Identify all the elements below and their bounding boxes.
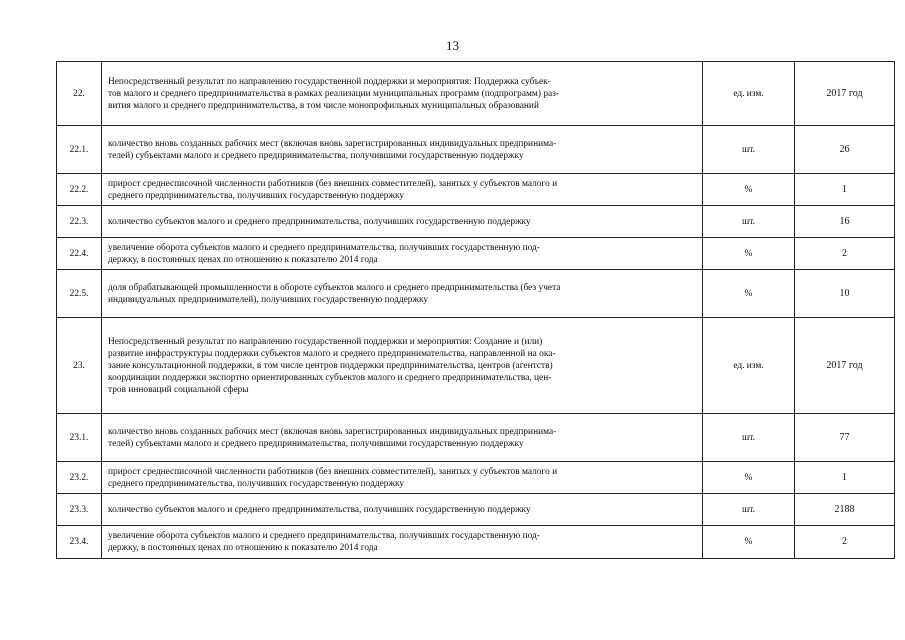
description-line: количество субъектов малого и среднего предпринимательства, получивших государственную поддержку (108, 504, 531, 515)
row-description (102, 126, 703, 174)
page-number: 13 (446, 38, 459, 53)
row-value: 2017 год (795, 62, 895, 126)
description-line: индивидуальных предпринимателей), получивших государственную поддержку (108, 294, 429, 305)
row-value: 1 (795, 174, 895, 206)
row-value: 1 (795, 462, 895, 494)
description-line: увеличение оборота субъектов малого и среднего предпринимательства, получивших государственную под- (108, 242, 540, 253)
description-line: держку, в постоянных ценах по отношению к показателю 2014 года (108, 543, 378, 553)
table-row (57, 238, 895, 270)
row-unit: шт. (703, 494, 795, 526)
description-line: среднего предпринимательства, получивших государственную поддержку (108, 478, 405, 489)
description-line: координации поддержки экспортно ориентированных субъектов малого и среднего предпринимательства, цен- (108, 372, 552, 383)
table-row (57, 270, 895, 318)
table-row (57, 62, 895, 126)
row-description (102, 414, 703, 462)
row-value: 10 (795, 270, 895, 318)
row-value: 2188 (795, 494, 895, 526)
table-row (57, 174, 895, 206)
description-line: телей) субъектами малого и среднего предпринимательства, получившими государственную поддержку (108, 438, 524, 449)
row-unit: шт. (703, 414, 795, 462)
description-line: прирост среднесписочной численности работников (без внешних совместителей), занятых у субъектов малого и (108, 178, 558, 189)
description-line: зание консультационной поддержки, в том числе центров поддержки предпринимательства, центров (агентств) (108, 360, 553, 371)
description-line: держку, в постоянных ценах по отношению к показателю 2014 года (108, 254, 378, 265)
row-number: 22.4. (57, 238, 102, 270)
row-number: 23.2. (57, 462, 102, 494)
row-number: 23.1. (57, 414, 102, 462)
row-unit: шт. (703, 126, 795, 174)
row-value: 26 (795, 126, 895, 174)
table-row (57, 526, 895, 559)
description-line: прирост среднесписочной численности работников (без внешних совместителей), занятых у субъектов малого и (108, 466, 558, 477)
table-row (57, 318, 895, 414)
row-unit: ед. изм. (703, 62, 795, 126)
row-value: 2 (795, 238, 895, 270)
description-line: доля обрабатывающей промышленности в обороте субъектов малого и среднего предпринимательства (без учета (108, 282, 561, 293)
description-line: среднего предпринимательства, получивших государственную поддержку (108, 190, 405, 201)
description-line: тов малого и среднего предпринимательства в рамках реализации муниципальных программ (подпрограмм) раз- (108, 88, 560, 99)
row-unit: % (703, 238, 795, 270)
row-value: 2017 год (795, 318, 895, 414)
row-number: 22.1. (57, 126, 102, 174)
description-line: тров инноваций социальной сферы (108, 384, 249, 395)
description-line: развитие инфраструктуры поддержки субъектов малого и среднего предпринимательства, направленной на ока- (108, 348, 556, 359)
row-value: 77 (795, 414, 895, 462)
row-description (102, 238, 703, 270)
table-row (57, 414, 895, 462)
row-description (102, 206, 703, 238)
description-line: Непосредственный результат по направлению государственной поддержки и мероприятия: Поддержка субъек- (108, 76, 551, 87)
row-number: 23.3. (57, 494, 102, 526)
description-line: количество субъектов малого и среднего предпринимательства, получивших государственную поддержку (108, 216, 531, 227)
description-line: Непосредственный результат по направлению государственной поддержки и мероприятия: Создание и (или) (108, 336, 543, 347)
table-row (57, 206, 895, 238)
indicators-table (56, 61, 895, 559)
row-number: 22.3. (57, 206, 102, 238)
row-number: 23. (57, 318, 102, 414)
row-number: 23.4. (57, 526, 102, 559)
row-unit: % (703, 526, 795, 559)
indicators-table-body (57, 62, 895, 559)
table-row (57, 126, 895, 174)
table-row (57, 462, 895, 494)
row-value: 2 (795, 526, 895, 559)
description-line: количество вновь созданных рабочих мест (включая вновь зарегистрированных индивидуальных предпринима- (108, 138, 557, 149)
row-number: 22.2. (57, 174, 102, 206)
row-number: 22.5. (57, 270, 102, 318)
row-number: 22. (57, 62, 102, 126)
table-row (57, 494, 895, 526)
row-unit: шт. (703, 206, 795, 238)
row-description (102, 494, 703, 526)
description-line: увеличение оборота субъектов малого и среднего предпринимательства, получивших государственную под- (108, 531, 540, 541)
row-description (102, 270, 703, 318)
row-value: 16 (795, 206, 895, 238)
row-description (102, 462, 703, 494)
row-unit: % (703, 270, 795, 318)
row-description (102, 174, 703, 206)
description-line: телей) субъектами малого и среднего предпринимательства, получившими государственную поддержку (108, 150, 524, 161)
row-unit: % (703, 174, 795, 206)
row-description (102, 318, 703, 414)
row-description (102, 526, 703, 559)
description-line: вития малого и среднего предпринимательства, в том числе монопрофильных муниципальных образований (108, 100, 539, 111)
description-line: количество вновь созданных рабочих мест (включая вновь зарегистрированных индивидуальных предпринима- (108, 426, 557, 437)
row-unit: % (703, 462, 795, 494)
row-unit: ед. изм. (703, 318, 795, 414)
row-description (102, 62, 703, 126)
